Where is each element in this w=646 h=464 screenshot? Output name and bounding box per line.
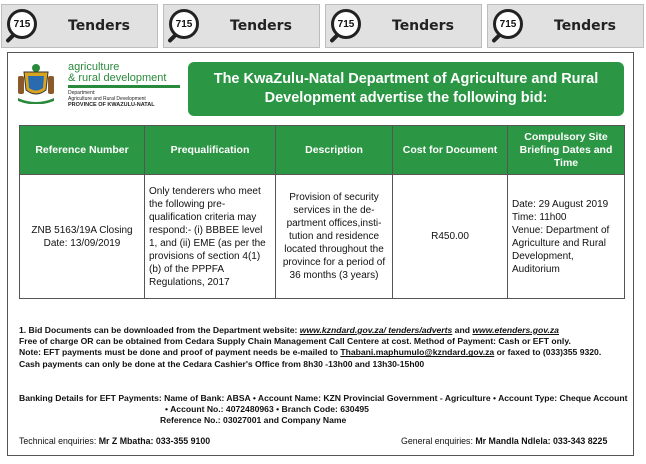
banner-number: 715	[13, 19, 31, 30]
banking-line: Reference No.: 03027001 and Company Name	[160, 415, 347, 425]
banner-number: 715	[337, 19, 355, 30]
note-text: and	[452, 325, 473, 335]
payment-notes	[19, 325, 624, 370]
banner-cell	[487, 4, 644, 48]
magnifier-handle	[329, 33, 340, 44]
header-description: Description	[276, 126, 393, 175]
header-cost: Cost for Document	[393, 126, 508, 175]
note-line	[19, 347, 624, 358]
title-line: The KwaZulu-Natal Department of Agriculture and Rural	[213, 71, 599, 87]
cell-briefing	[508, 175, 625, 299]
header-briefing: Compulsory Site Briefing Dates and Time	[508, 126, 625, 175]
header-prequalification: Prequalification	[145, 126, 276, 175]
magnifier-handle	[167, 33, 178, 44]
note-line	[19, 325, 624, 336]
enquiry-contact: Mr Z Mbatha: 033-355 9100	[98, 436, 211, 446]
etenders-link[interactable]: www.etenders.gov.za	[472, 325, 559, 335]
cell-reference	[20, 175, 145, 299]
magnifier-handle	[5, 33, 16, 44]
banner-label: Tenders	[68, 18, 130, 34]
department-logo	[14, 59, 186, 109]
enquiry-label: Technical enquiries:	[19, 436, 99, 446]
banner-label: Tenders	[230, 18, 292, 34]
title-line: Development advertise the following bid:	[264, 90, 548, 106]
technical-enquiries	[19, 436, 210, 446]
table-header-row	[20, 126, 625, 175]
bid-table	[19, 125, 625, 299]
banner-label: Tenders	[392, 18, 454, 34]
logo-text: PROVINCE OF KWAZULU-NATAL	[68, 102, 155, 108]
crest-icon	[14, 62, 58, 104]
briefing-time: Time: 11h00	[512, 211, 567, 223]
note-line: Cash payments can only be done at the Cedara Cashier's Office from 8h30 -13h00 and 13h30-15h00	[19, 358, 425, 369]
banner-number: 715	[175, 19, 193, 30]
general-enquiries	[401, 436, 607, 446]
email-link[interactable]: Thabani.maphumulo@kzndard.gov.za	[340, 347, 495, 358]
logo-text: Agriculture and Rural Development	[68, 96, 146, 102]
banner-label: Tenders	[554, 18, 616, 34]
cell-prequalification: Only tenderers who meet the following pre-qualification criteria may respond:- (i) BBBEE level 1, and (ii) EME (as per the provisions of section 4(1)(b) of the PPPFA Regulations, 2017	[145, 175, 276, 299]
note-text: 1. Bid Documents can be downloaded from the Department website:	[19, 325, 300, 335]
tender-advert	[7, 52, 634, 456]
briefing-date: Date: 29 August 2019	[512, 198, 609, 210]
magnifier-handle	[491, 33, 502, 44]
cell-cost: R450.00	[393, 175, 508, 299]
reference-number: ZNB 5163/19A Closing	[31, 224, 133, 236]
note-text: or faxed to (033)355 9320.	[494, 347, 602, 358]
banner-cell	[1, 4, 158, 48]
note-text: Note: EFT payments must be done and proof of payment needs be e-mailed to	[19, 347, 341, 358]
banking-line: Banking Details for EFT Payments: Name of Bank: ABSA • Account Name: KZN Provincial Government - Agriculture • Account Type: Cheque Account	[19, 393, 628, 403]
note-line: Free of charge OR can be obtained from Cedara Supply Chain Management Call Centere at cost. Method of Payment: Cash or EFT only.	[19, 336, 571, 347]
advert-title	[188, 62, 624, 116]
banking-line: • Account No.: 4072480963 • Branch Code: 630495	[165, 404, 369, 414]
tenders-banner	[0, 0, 646, 50]
logo-text: agriculture	[68, 61, 120, 73]
header-reference: Reference Number	[20, 126, 145, 175]
enquiry-label: General enquiries:	[401, 436, 476, 446]
banner-number: 715	[499, 19, 517, 30]
website-link[interactable]: www.kzndard.gov.za/ tenders/adverts	[299, 325, 453, 335]
logo-text: & rural development	[68, 72, 167, 84]
banner-cell	[325, 4, 482, 48]
enquiry-contact: Mr Mandla Ndlela: 033-343 8225	[475, 436, 608, 446]
logo-text: Department:	[68, 90, 96, 96]
banner-cell	[163, 4, 320, 48]
logo-divider	[68, 85, 180, 88]
briefing-venue: Venue: Department of Agriculture and Rural Development, Auditorium	[512, 224, 610, 275]
banking-details	[19, 393, 628, 426]
closing-date: Date: 13/09/2019	[43, 237, 121, 249]
table-row	[20, 175, 625, 299]
cell-description: Provision of security services in the de-partment offices,insti-tution and residence located throughout the province for a period of 36 months (3 years)	[276, 175, 393, 299]
